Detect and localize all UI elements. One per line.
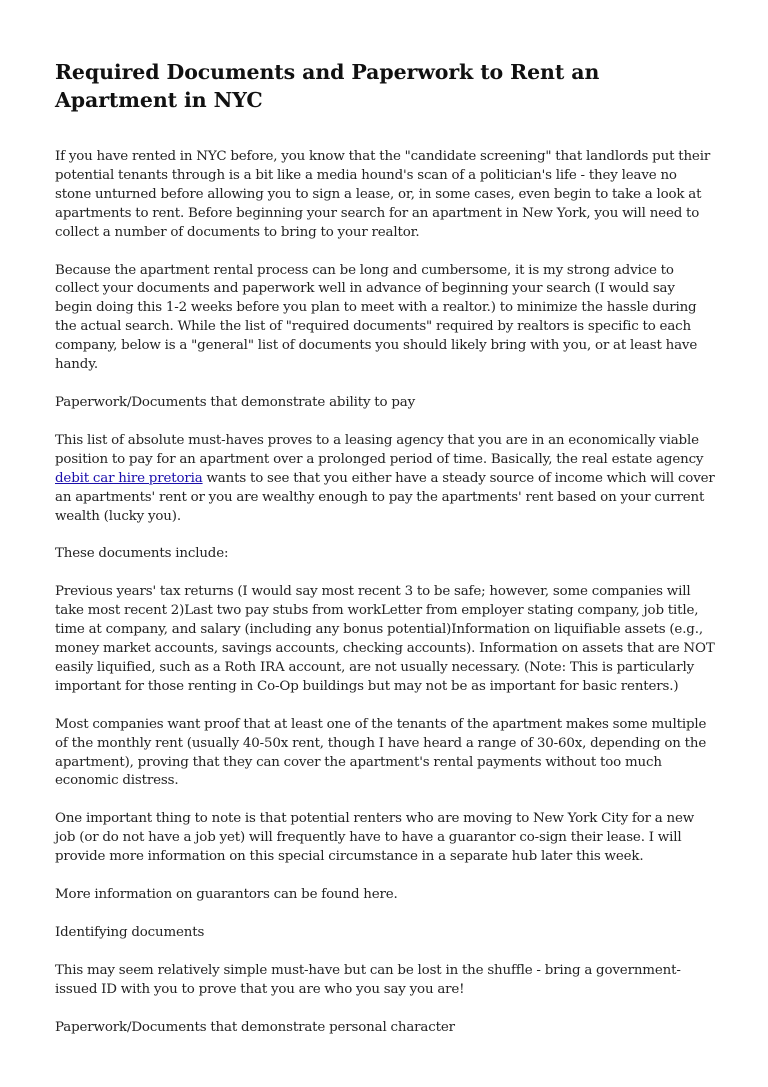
paragraph-guarantor-info: More information on guarantors can be found here. [55,887,398,903]
section-heading-ability-to-pay: Paperwork/Documents that demonstrate ability to pay [55,394,415,410]
debit-car-hire-link[interactable]: debit car hire pretoria [55,470,203,486]
paragraph-intro: If you have rented in NYC before, you know that the "candidate screening" that landlords put their potential tenants through is a bit like a media hound's scan of a politician's life - they leave no stone unturned before allowing you to sign a lease, or, in some cases, even begin to take a look at apartments to rent. Before beginning your search for an apartment in New York, you will need to collect a number of documents to bring to your realtor. [55,149,711,240]
paragraph-document-list: Previous years' tax returns (I would say most recent 3 to be safe; however, some companies will take most recent 2)Last two pay stubs from workLetter from employer stating company, job title, time at company, and salary (including any bonus potential)Information on liquifiable assets (e.g., money market accounts, savings accounts, checking accounts). Information on assets that are NOT easily liquified, such as a Roth IRA account, are not usually necessary. (Note: This is particularly important for those renting in Co-Op buildings but may not be as important for basic renters.) [55,584,715,694]
section-heading-identifying-documents: Identifying documents [55,925,205,940]
section-heading-personal-character: Paperwork/Documents that demonstrate personal character [55,1019,455,1035]
paragraph-text-after-link: wants to see that you either have a steady source of income which will cover an apartments' rent or you are wealthy enough to pay the apartments' rent based on your current wealth (lucky you). [55,470,715,524]
paragraph-documents-include: These documents include: [55,546,229,562]
paragraph-government-id: This may seem relatively simple must-have but can be lost in the shuffle - bring a government-issued ID with you to prove that you are who you say you are! [55,962,681,997]
paragraph-must-haves [55,432,715,527]
paragraph-text-before-link: This list of absolute must-haves proves to a leasing agency that you are in an economically viable position to pay for an apartment over a prolonged period of time. Basically, the real estate agency [55,432,704,467]
paragraph-income-proof: Most companies want proof that at least one of the tenants of the apartment makes some multiple of the monthly rent (usually 40-50x rent, though I have heard a range of 30-60x, depending on the apartment), proving that they can cover the apartment's rental payments without too much economic distress. [55,716,707,789]
paragraph-advice: Because the apartment rental process can be long and cumbersome, it is my strong advice to collect your documents and paperwork well in advance of beginning your search (I would say begin doing this 1-2 weeks before you plan to meet with a realtor.) to minimize the hassle during the actual search. While the list of "required documents" required by realtors is specific to each company, below is a "general" list of documents you should likely bring with you, or at least have handy. [55,262,698,373]
document-page [55,58,715,1057]
paragraph-guarantor-note: One important thing to note is that potential renters who are moving to New York City for a new job (or do not have a job yet) will frequently have to have a guarantor co-sign their lease. I will provide more information on this special circumstance in a separate hub later this week. [55,811,695,865]
document-title: Required Documents and Paperwork to Rent an Apartment in NYC [55,60,600,112]
